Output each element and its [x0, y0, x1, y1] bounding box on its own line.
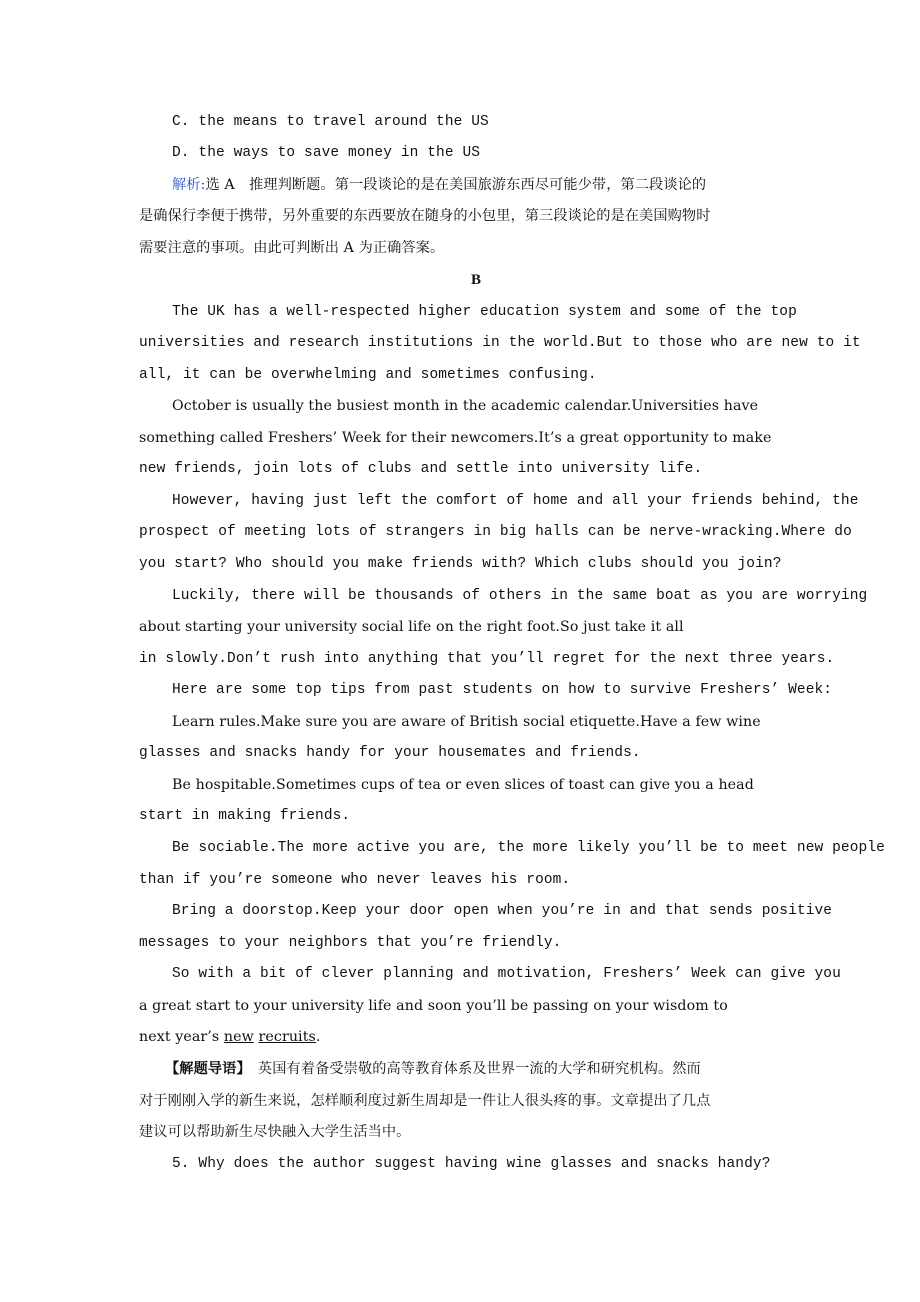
p3-line-1: However, having just left the comfort of home and all your friends behind, the: [172, 493, 859, 509]
option-d: D. the ways to save money in the US: [172, 145, 481, 161]
p7-line-1: Be hospitable.Sometimes cups of tea or even slices of toast can give you a head: [172, 777, 754, 793]
p10-line-1: So with a bit of clever planning and motivation, Freshers’ Week can give you: [172, 966, 841, 982]
p10-end: .: [315, 1029, 321, 1045]
analysis-line-1: [172, 175, 706, 195]
analysis-line-2: 是确保行李便于携带，另外重要的东西要放在随身的小包里，第三段谈论的是在美国购物时: [139, 208, 711, 224]
p2-line-1: October is usually the busiest month in the academic calendar.Universities have: [172, 398, 759, 414]
option-c: C. the means to travel around the US: [172, 114, 489, 130]
p4-line-3: in slowly.Don’t rush into anything that you’ll regret for the next three years.: [139, 651, 835, 667]
p8-line-1: Be sociable.The more active you are, the more likely you’ll be to meet new people: [172, 840, 885, 856]
guide-text-1: 英国有着备受崇敬的高等教育体系及世界一流的大学和研究机构。然而: [243, 1061, 701, 1077]
guide-line-2: 对于刚刚入学的新生来说，怎样顺利度过新生周却是一件让人很头疼的事。文章提出了几点: [139, 1093, 711, 1109]
underlined-word-recruits: recruits: [258, 1029, 316, 1045]
analysis-text-1: 选 A 推理判断题。第一段谈论的是在美国旅游东西尽可能少带，第二段谈论的: [205, 177, 707, 193]
p10-prefix: next year’s: [139, 1029, 224, 1045]
p2-line-2: something called Freshers’ Week for their newcomers.It’s a great opportunity to make: [139, 430, 772, 446]
p4-line-2: about starting your university social life on the right foot.So just take it all: [139, 619, 684, 635]
underlined-word-new: new: [223, 1029, 254, 1045]
p3-line-2: prospect of meeting lots of strangers in big halls can be nerve-wracking.Where do: [139, 524, 852, 540]
p6-line-1: Learn rules.Make sure you are aware of British social etiquette.Have a few wine: [172, 714, 761, 730]
p2-line-3: new friends, join lots of clubs and settle into university life.: [139, 461, 703, 477]
p1-line-1: The UK has a well-respected higher education system and some of the top: [172, 304, 797, 320]
p1-line-2: universities and research institutions in the world.But to those who are new to it: [139, 335, 861, 351]
p8-line-2: than if you’re someone who never leaves his room.: [139, 872, 571, 888]
p9-line-1: Bring a doorstop.Keep your door open when you’re in and that sends positive: [172, 903, 833, 919]
p6-line-2: glasses and snacks handy for your housemates and friends.: [139, 745, 641, 761]
p5-line-1: Here are some top tips from past students on how to survive Freshers’ Week:: [172, 682, 833, 698]
p4-line-1: Luckily, there will be thousands of others in the same boat as you are worrying: [172, 588, 868, 604]
guide-line-1: [165, 1059, 701, 1079]
question-5-stem: 5. Why does the author suggest having wine glasses and snacks handy?: [172, 1156, 771, 1172]
section-title: B: [470, 272, 481, 288]
p7-line-2: start in making friends.: [139, 808, 351, 824]
analysis-label: 解析:: [172, 177, 206, 193]
p10-line-3: [139, 1027, 321, 1047]
p3-line-3: you start? Who should you make friends with? Which clubs should you join?: [139, 556, 782, 572]
guide-label: 【解题导语】: [165, 1061, 244, 1077]
guide-line-3: 建议可以帮助新生尽快融入大学生活当中。: [139, 1124, 411, 1140]
p10-line-2: a great start to your university life and soon you’ll be passing on your wisdom to: [139, 998, 728, 1014]
p9-line-2: messages to your neighbors that you’re friendly.: [139, 935, 562, 951]
p1-line-3: all, it can be overwhelming and sometimes confusing.: [139, 367, 597, 383]
analysis-line-3: 需要注意的事项。由此可判断出 A 为正确答案。: [139, 240, 445, 256]
